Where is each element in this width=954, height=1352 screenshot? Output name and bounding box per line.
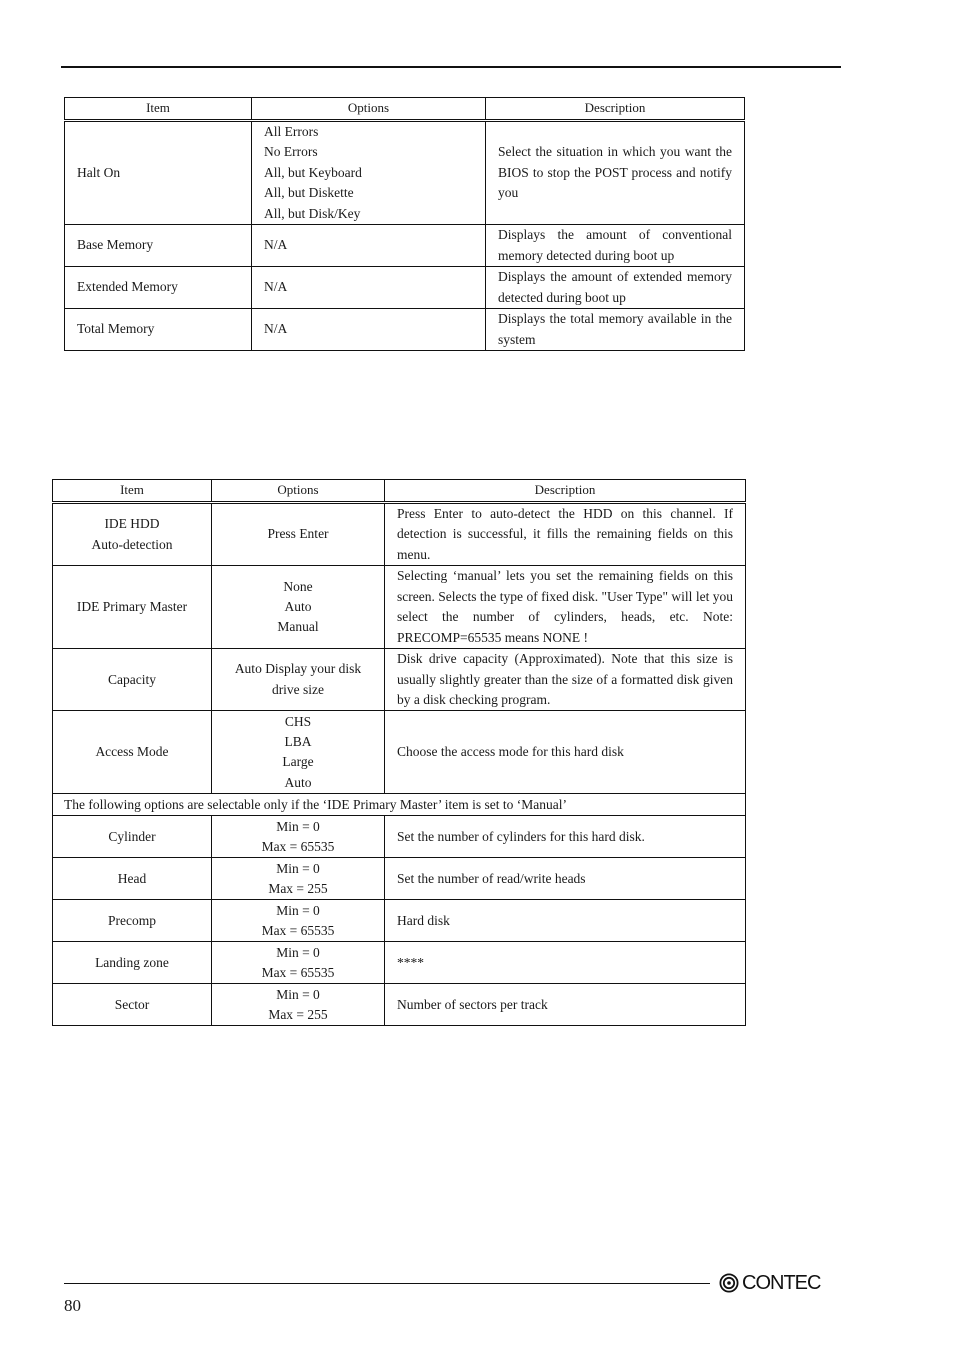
option-value: All, but Disk/Key [264, 205, 361, 221]
option-value: Min = 0 [276, 860, 320, 876]
description-cell: **** [385, 942, 746, 984]
option-value: Large [282, 754, 314, 770]
option-value: Auto Display your disk [234, 661, 362, 677]
options-cell [212, 816, 385, 858]
footer-rule [64, 1283, 710, 1284]
option-value: Max = 65535 [261, 838, 335, 854]
description-cell: Hard disk [385, 900, 746, 942]
options-cell: Press Enter [212, 503, 385, 566]
options-cell: N/A [252, 267, 486, 309]
description-cell: Choose the access mode for this hard disk [385, 711, 746, 794]
options-cell [212, 858, 385, 900]
option-value: Max = 65535 [261, 964, 335, 980]
page-number: 80 [64, 1296, 81, 1315]
note-row [53, 794, 746, 816]
table-row [53, 858, 746, 900]
option-value: Auto [284, 599, 312, 615]
description-cell: Number of sectors per track [385, 984, 746, 1026]
table-row [53, 816, 746, 858]
manual-note: The following options are selectable only if the ‘IDE Primary Master’ item is set to ‘Manual’ [53, 794, 746, 816]
option-value: Auto [284, 774, 312, 790]
column-header: Item [65, 98, 252, 121]
options-cell [252, 121, 486, 225]
contec-logo-icon [719, 1273, 739, 1293]
table-row [53, 711, 746, 794]
description-cell: Set the number of cylinders for this hard disk. [385, 816, 746, 858]
item-cell: IDE Primary Master [53, 566, 212, 649]
option-value: CHS [284, 713, 312, 729]
item-cell: Precomp [53, 900, 212, 942]
table-header-row [53, 480, 746, 503]
option-value: Max = 65535 [261, 922, 335, 938]
description-cell: Press Enter to auto-detect the HDD on this channel. If detection is successful, it fills the remaining fields on this menu. [385, 503, 746, 566]
table-row [53, 984, 746, 1026]
table-row [53, 942, 746, 984]
options-cell [212, 566, 385, 649]
column-header: Description [385, 480, 746, 503]
bios-memory-table [64, 97, 745, 351]
option-value: Max = 255 [268, 1006, 328, 1022]
table-row [53, 900, 746, 942]
description-cell: Displays the amount of extended memory detected during boot up [486, 267, 745, 309]
table-row [65, 225, 745, 267]
description-cell: Selecting ‘manual’ lets you set the remaining fields on this screen. Selects the type of fixed disk. "User Type" will let you select the number of cylinders, heads, etc. Note: PRECOMP=65535 means NONE ! [385, 566, 746, 649]
item-cell: Access Mode [53, 711, 212, 794]
table-row [53, 566, 746, 649]
description-cell: Displays the amount of conventional memory detected during boot up [486, 225, 745, 267]
option-value: All Errors [264, 124, 319, 139]
contec-logo [719, 1270, 820, 1296]
ide-settings-table [52, 479, 746, 1026]
option-value: Max = 255 [268, 880, 328, 896]
logo-text: CONTEC [742, 1271, 821, 1294]
description-cell: Select the situation in which you want the BIOS to stop the POST process and notify you [486, 121, 745, 225]
column-header: Options [252, 98, 486, 121]
option-value: None [283, 578, 313, 594]
item-cell [53, 503, 212, 566]
item-cell: Sector [53, 984, 212, 1026]
options-cell [212, 984, 385, 1026]
item-cell: Head [53, 858, 212, 900]
option-value: Min = 0 [276, 818, 320, 834]
table-row [65, 267, 745, 309]
options-cell [212, 900, 385, 942]
table-header-row [65, 98, 745, 121]
item-cell: Landing zone [53, 942, 212, 984]
column-header: Description [486, 98, 745, 121]
description-cell: Displays the total memory available in the system [486, 309, 745, 351]
options-cell: N/A [252, 309, 486, 351]
description-cell: Set the number of read/write heads [385, 858, 746, 900]
item-label: Auto-detection [91, 536, 173, 552]
item-cell: Extended Memory [65, 267, 252, 309]
option-value: No Errors [264, 144, 318, 160]
header-rule [61, 66, 841, 68]
option-value: Min = 0 [276, 986, 320, 1002]
option-value: Min = 0 [276, 944, 320, 960]
table-row [53, 649, 746, 711]
options-cell [212, 711, 385, 794]
option-value: LBA [284, 734, 312, 750]
option-value: All, but Diskette [264, 185, 354, 201]
column-header: Item [53, 480, 212, 503]
option-value: drive size [271, 681, 325, 697]
item-cell: Capacity [53, 649, 212, 711]
item-cell: Base Memory [65, 225, 252, 267]
item-label: IDE HDD [104, 516, 160, 532]
item-cell: Halt On [65, 121, 252, 225]
description-cell: Disk drive capacity (Approximated). Note that this size is usually slightly greater than the size of a formatted disk given by a disk checking program. [385, 649, 746, 711]
item-cell: Cylinder [53, 816, 212, 858]
table-row [65, 309, 745, 351]
options-cell [212, 942, 385, 984]
option-value: All, but Keyboard [264, 164, 362, 180]
column-header: Options [212, 480, 385, 503]
option-value: Manual [277, 619, 319, 635]
item-cell: Total Memory [65, 309, 252, 351]
options-cell [212, 649, 385, 711]
table-row [65, 121, 745, 225]
options-cell: N/A [252, 225, 486, 267]
table-row [53, 503, 746, 566]
option-value: Min = 0 [276, 902, 320, 918]
